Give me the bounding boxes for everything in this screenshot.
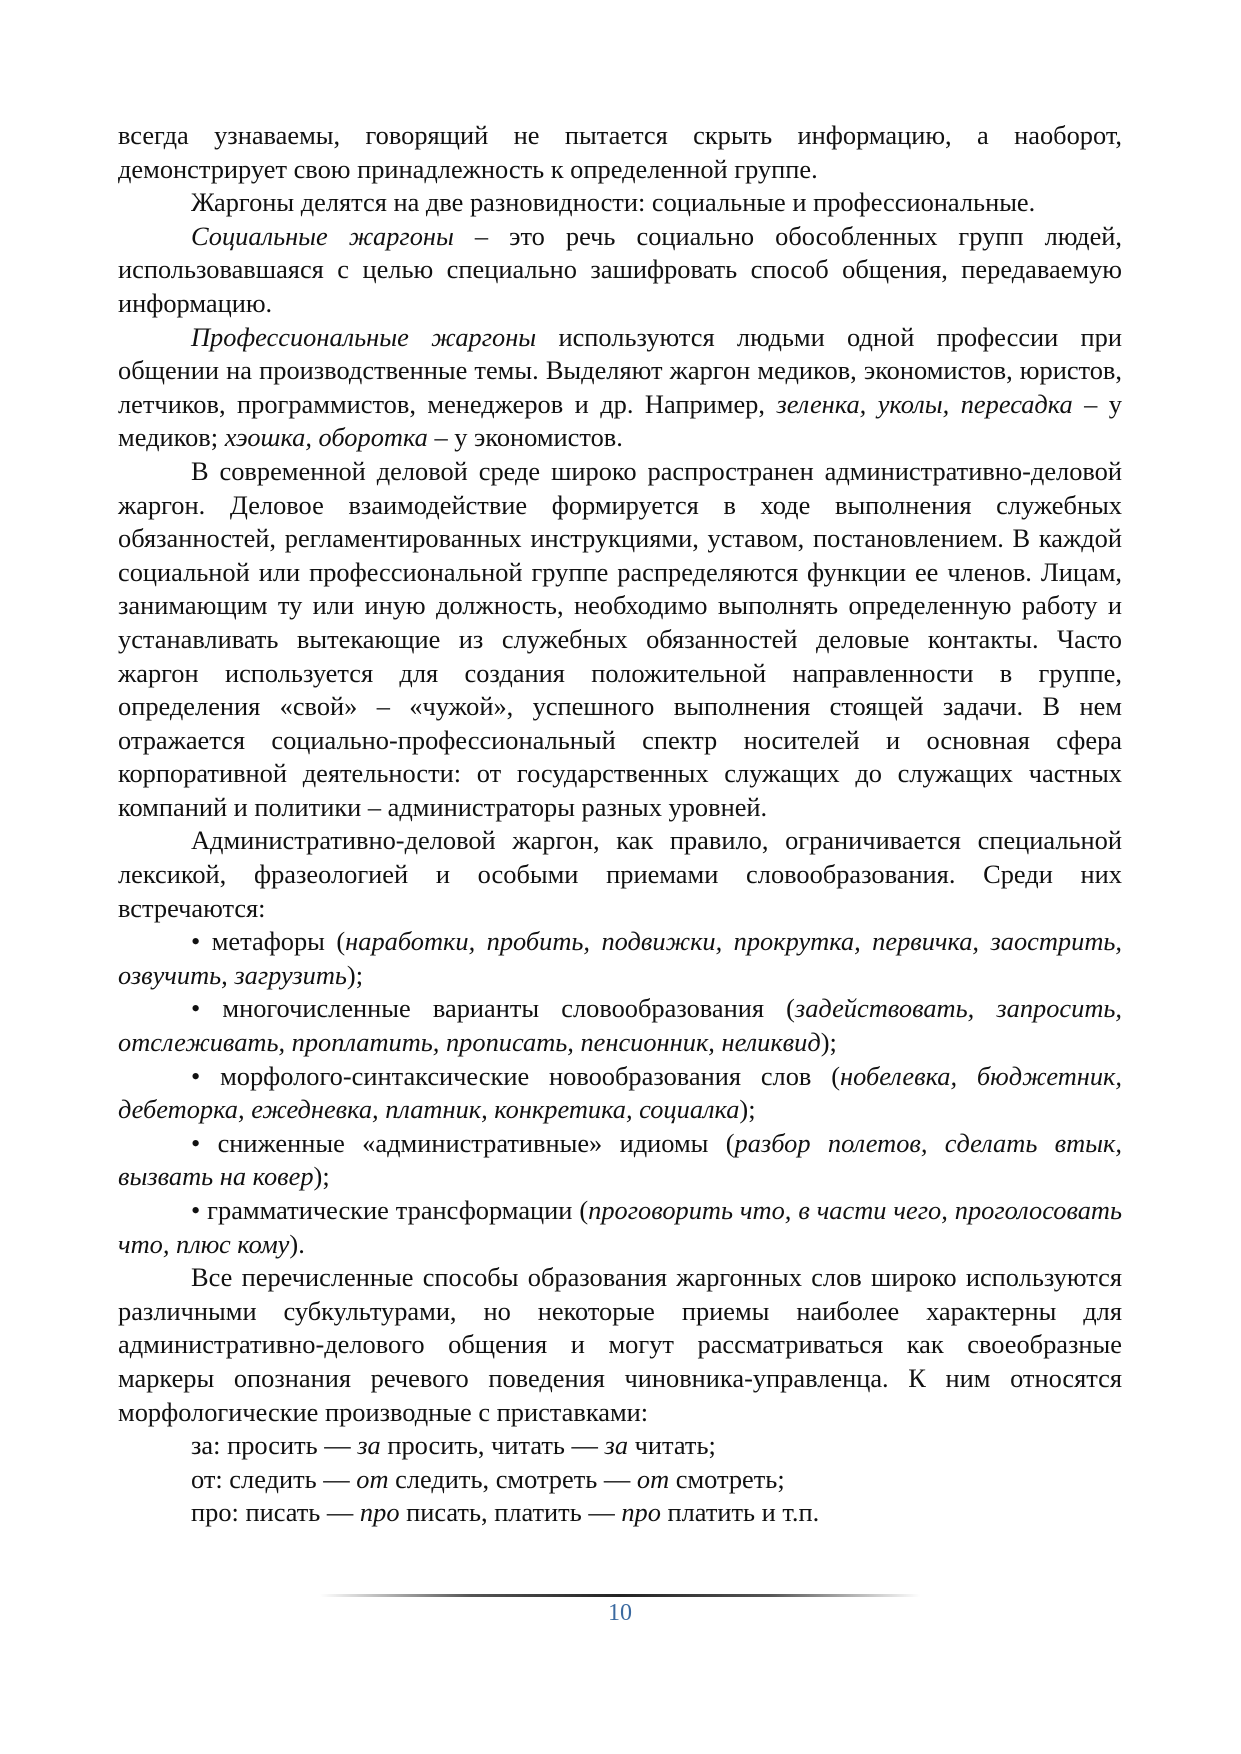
paragraph: Административно-деловой жаргон, как правило, ограничивается специальной лексикой, фразеологией и особыми приемами словообразования. Среди них встречаются: [118,825,1122,923]
body-text [118,119,1122,1530]
prefix-italic: за [357,1430,381,1461]
example-italic: нобелевка, бюджетник, дебеторка, ежедневка, платник, конкретика, социалка [118,1060,1122,1125]
example-text: за: просить — [191,1430,358,1461]
bullet-item [118,1194,1122,1261]
bullet-item [118,925,1122,992]
paragraph-text: используются людьми одной профессии при общении на производственные темы. Выделяют жаргон медиков, экономистов, юристов, летчиков, программистов, менеджеров и др. Например, [118,321,1122,419]
example-line [118,1463,1122,1497]
prefix-italic: за [604,1430,629,1461]
bullet-item [118,1060,1122,1127]
example-italic: задействовать, запросить, отслеживать, проплатить, прописать, пенсионник, неликвид [118,993,1122,1058]
example-text: следить, смотреть — [388,1463,637,1494]
example-line [118,1496,1122,1530]
example-italic: зеленка, уколы, пересадка [776,388,1073,419]
term-italic: Социальные жаргоны [191,220,454,251]
prefix-italic: про [359,1497,400,1528]
example-italic: разбор полетов, сделать втык, вызвать на ковер [118,1127,1122,1192]
example-text: платить и т.п. [660,1497,820,1528]
page-number: 10 [608,1600,632,1626]
term-italic: Профессиональные жаргоны [191,321,537,352]
example-text: просить, читать — [380,1430,605,1461]
bullet-item [118,1127,1122,1194]
example-italic: проговорить что, в части чего, проголосовать что, плюс кому [118,1195,1122,1259]
bullet-item [118,992,1122,1059]
paragraph: Все перечисленные способы образования жаргонных слов широко используются различными субкультурами, но некоторые приемы наиболее характерны для административно-делового общения и могут рассматриваться как своеобразные маркеры опознания речевого поведения чиновника-управленца. К ним относятся морфологические производные с приставками: [118,1262,1122,1427]
paragraph-text: – у медиков; [118,388,1122,453]
example-text: от: следить — [191,1463,357,1494]
bullet-text: • морфолого-синтаксические новообразования слов ( [191,1060,840,1091]
example-text: смотреть; [669,1463,785,1494]
example-italic: наработки, пробить, подвижки, прокрутка, первичка, заострить, озвучить, загрузить [118,926,1122,990]
bullet-end: ); [739,1094,756,1125]
paragraph [118,220,1122,321]
prefix-italic: про [621,1497,661,1528]
example-text: читать; [628,1430,716,1461]
paragraph-text: – это речь социально обособленных групп людей, использовавшаяся с целью специально зашифровать способ общения, передаваемую информацию. [118,220,1123,318]
example-text: про: писать — [191,1497,360,1528]
paragraph: Жаргоны делятся на две разновидности: социальные и профессиональные. [191,187,1036,218]
paragraph [118,321,1122,455]
bullet-end: ); [820,1027,837,1058]
paragraph: всегда узнаваемы, говорящий не пытается скрыть информацию, а наоборот, демонстрирует свою принадлежность к определенной группе. [118,120,1122,184]
bullet-end: ); [346,959,364,990]
example-line [118,1429,1122,1463]
paragraph: В современной деловой среде широко распространен административно-деловой жаргон. Деловое взаимодействие формируется в ходе выполнения служебных обязанностей, регламентированных инструкциями, уставом, постановлением. В каждой социальной или профессиональной группе распределяются функции ее членов. Лицам, занимающим ту или иную должность, необходимо выполнять определенную работу и устанавливать вытекающие из служебных обязанностей деловые контакты. Часто жаргон используется для создания положительной направленности в группе, определения «свой» – «чужой», успешного выполнения стоящей задачи. В нем отражается социально-профессиональный спектр носителей и основная сфера корпоративной деятельности: от государственных служащих до служащих частных компаний и политики – администраторы разных уровней. [118,455,1122,822]
prefix-italic: от [356,1463,389,1494]
bullet-end: ). [289,1228,305,1259]
prefix-italic: от [636,1463,670,1494]
bullet-text: • метафоры ( [191,926,346,957]
paragraph-text: – у экономистов. [427,422,623,453]
example-italic: хэошка, оборотка [224,422,428,453]
bullet-text: • сниженные «административные» идиомы ( [191,1127,735,1158]
footer-divider [320,1594,920,1597]
example-text: писать, платить — [399,1497,622,1528]
bullet-text: • многочисленные варианты словообразования ( [191,993,795,1024]
bullet-text: • грамматические трансформации ( [191,1195,589,1225]
bullet-end: ); [313,1161,330,1192]
